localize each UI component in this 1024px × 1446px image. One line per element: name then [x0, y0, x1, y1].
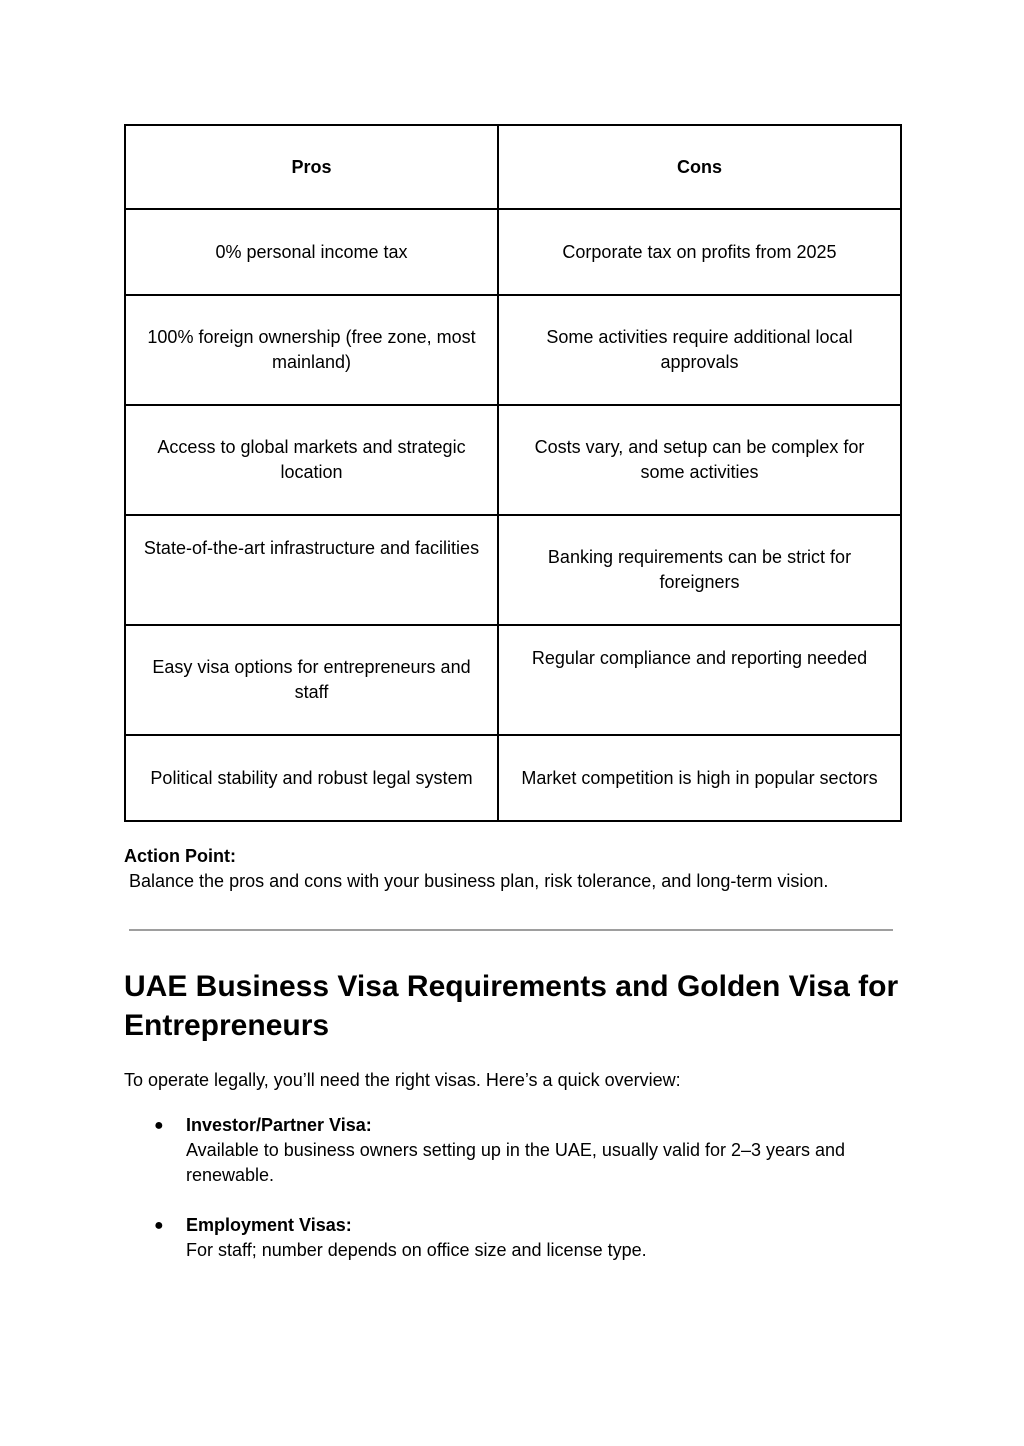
table-row [125, 735, 901, 821]
list-item [154, 1113, 906, 1188]
visa-title: Employment Visas: [186, 1215, 352, 1235]
horizontal-divider [129, 929, 893, 931]
pro-cell: State-of-the-art infrastructure and facilities [125, 515, 498, 625]
con-cell: Market competition is high in popular sectors [498, 735, 901, 821]
pro-cell: Easy visa options for entrepreneurs and staff [125, 625, 498, 735]
intro-paragraph: To operate legally, you’ll need the right visas. Here’s a quick overview: [124, 1070, 681, 1090]
table-row [125, 295, 901, 405]
cons-header: Cons [498, 125, 901, 209]
con-cell: Costs vary, and setup can be complex for some activities [498, 405, 901, 515]
table-row [125, 209, 901, 295]
pro-cell: 100% foreign ownership (free zone, most mainland) [125, 295, 498, 405]
visa-description: For staff; number depends on office size and license type. [186, 1240, 647, 1260]
con-cell: Some activities require additional local approvals [498, 295, 901, 405]
pro-cell: 0% personal income tax [125, 209, 498, 295]
action-point-label: Action Point: [124, 846, 236, 866]
pros-header: Pros [125, 125, 498, 209]
section-heading: UAE Business Visa Requirements and Golden Visa for Entrepreneurs [124, 970, 899, 1042]
pro-cell: Political stability and robust legal system [125, 735, 498, 821]
con-cell: Banking requirements can be strict for foreigners [498, 515, 901, 625]
visa-list [154, 1113, 906, 1288]
list-item [154, 1213, 906, 1263]
action-point [124, 844, 904, 894]
table-row [125, 405, 901, 515]
pro-cell: Access to global markets and strategic location [125, 405, 498, 515]
table-header-row [125, 125, 901, 209]
visa-title: Investor/Partner Visa: [186, 1115, 372, 1135]
action-point-text: Balance the pros and cons with your business plan, risk tolerance, and long-term vision. [129, 871, 829, 891]
table-row [125, 625, 901, 735]
con-cell: Corporate tax on profits from 2025 [498, 209, 901, 295]
visa-description: Available to business owners setting up in the UAE, usually valid for 2–3 years and renewable. [186, 1140, 846, 1185]
bullet-icon: ● [154, 1217, 164, 1234]
table-row [125, 515, 901, 625]
con-cell: Regular compliance and reporting needed [498, 625, 901, 735]
pros-cons-table [124, 124, 902, 822]
bullet-icon: ● [154, 1117, 164, 1134]
